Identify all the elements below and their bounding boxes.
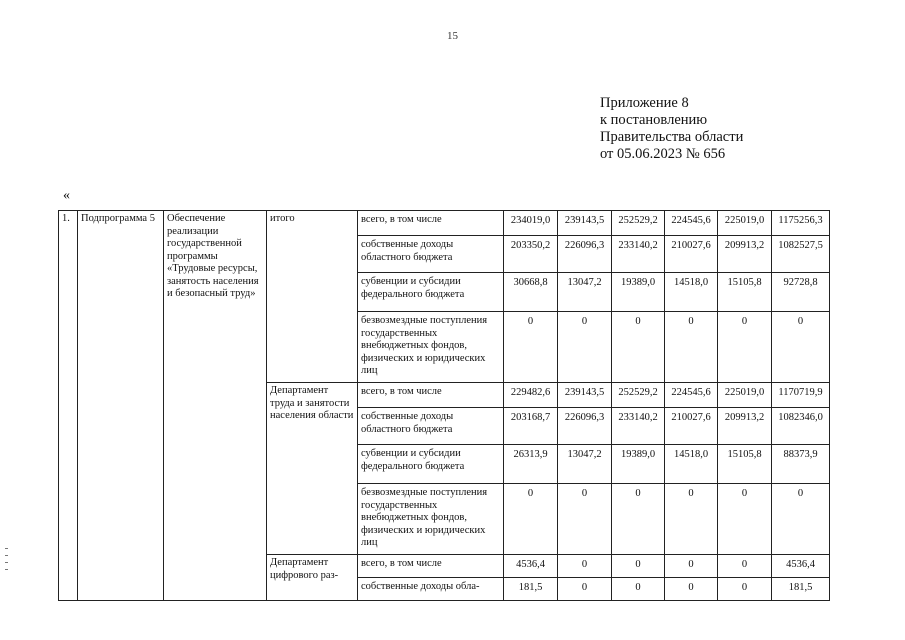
value-cell: 0 <box>665 578 718 601</box>
value-cell: 0 <box>558 555 612 578</box>
executor-cell: Департамент труда и занятости населения области <box>267 383 358 555</box>
value-cell: 224545,6 <box>665 211 718 236</box>
value-cell: 0 <box>612 312 665 383</box>
item-number-cell: 1. <box>59 211 78 601</box>
value-cell: 239143,5 <box>558 383 612 408</box>
value-cell: 15105,8 <box>718 273 772 312</box>
value-cell: 225019,0 <box>718 383 772 408</box>
value-cell: 225019,0 <box>718 211 772 236</box>
subprogram-cell: Подпрограмма 5 <box>78 211 164 601</box>
value-cell: 15105,8 <box>718 445 772 484</box>
appendix-line-4: от 05.06.2023 № 656 <box>600 146 726 162</box>
value-cell: 0 <box>665 312 718 383</box>
value-cell: 14518,0 <box>665 273 718 312</box>
total-value-cell: 181,5 <box>772 578 830 601</box>
value-cell: 224545,6 <box>665 383 718 408</box>
total-value-cell: 1082346,0 <box>772 408 830 445</box>
funding-source-label: собственные доходы обла- <box>358 578 504 601</box>
total-value-cell: 92728,8 <box>772 273 830 312</box>
funding-source-label: собственные доходы областного бюджета <box>358 408 504 445</box>
value-cell: 0 <box>612 555 665 578</box>
value-cell: 0 <box>718 484 772 555</box>
funding-source-label: субвенции и субсидии федерального бюджета <box>358 273 504 312</box>
value-cell: 234019,0 <box>504 211 558 236</box>
total-value-cell: 1082527,5 <box>772 236 830 273</box>
value-cell: 203168,7 <box>504 408 558 445</box>
value-cell: 0 <box>558 578 612 601</box>
value-cell: 13047,2 <box>558 273 612 312</box>
table-row <box>59 211 830 236</box>
appendix-line-3: Правительства области <box>600 129 744 145</box>
value-cell: 181,5 <box>504 578 558 601</box>
page-number: 15 <box>447 30 458 42</box>
value-cell: 210027,6 <box>665 236 718 273</box>
funding-source-label: безвозмездные поступления государственных внебюджетных фондов, физических и юридических лиц <box>358 312 504 383</box>
total-value-cell: 0 <box>772 312 830 383</box>
value-cell: 210027,6 <box>665 408 718 445</box>
value-cell: 0 <box>718 578 772 601</box>
value-cell: 0 <box>558 484 612 555</box>
value-cell: 226096,3 <box>558 236 612 273</box>
value-cell: 239143,5 <box>558 211 612 236</box>
funding-source-label: субвенции и субсидии федерального бюджета <box>358 445 504 484</box>
total-value-cell: 1170719,9 <box>772 383 830 408</box>
total-value-cell: 4536,4 <box>772 555 830 578</box>
value-cell: 19389,0 <box>612 273 665 312</box>
subprogram-purpose-cell: Обеспечение реализации государственной программы «Трудовые ресурсы, занятость населения и безопасный труд» <box>164 211 267 601</box>
funding-source-label: собственные доходы областного бюджета <box>358 236 504 273</box>
margin-tick-marks <box>5 548 9 576</box>
funding-source-label: безвозмездные поступления государственных внебюджетных фондов, физических и юридических лиц <box>358 484 504 555</box>
value-cell: 13047,2 <box>558 445 612 484</box>
total-value-cell: 88373,9 <box>772 445 830 484</box>
total-value-cell: 0 <box>772 484 830 555</box>
funding-source-label: всего, в том числе <box>358 211 504 236</box>
value-cell: 0 <box>665 555 718 578</box>
value-cell: 0 <box>718 312 772 383</box>
value-cell: 252529,2 <box>612 211 665 236</box>
value-cell: 19389,0 <box>612 445 665 484</box>
appendix-header <box>600 95 743 163</box>
value-cell: 26313,9 <box>504 445 558 484</box>
value-cell: 30668,8 <box>504 273 558 312</box>
value-cell: 203350,2 <box>504 236 558 273</box>
executor-cell: Департамент цифрового раз- <box>267 555 358 601</box>
funding-source-label: всего, в том числе <box>358 383 504 408</box>
value-cell: 252529,2 <box>612 383 665 408</box>
value-cell: 229482,6 <box>504 383 558 408</box>
value-cell: 226096,3 <box>558 408 612 445</box>
value-cell: 4536,4 <box>504 555 558 578</box>
value-cell: 209913,2 <box>718 236 772 273</box>
value-cell: 0 <box>612 578 665 601</box>
value-cell: 0 <box>558 312 612 383</box>
funding-source-label: всего, в том числе <box>358 555 504 578</box>
appendix-line-1: Приложение 8 <box>600 95 689 111</box>
value-cell: 209913,2 <box>718 408 772 445</box>
value-cell: 233140,2 <box>612 408 665 445</box>
value-cell: 0 <box>504 484 558 555</box>
value-cell: 0 <box>718 555 772 578</box>
appendix-line-2: к постановлению <box>600 112 708 128</box>
value-cell: 0 <box>612 484 665 555</box>
total-value-cell: 1175256,3 <box>772 211 830 236</box>
value-cell: 14518,0 <box>665 445 718 484</box>
value-cell: 233140,2 <box>612 236 665 273</box>
value-cell: 0 <box>504 312 558 383</box>
budget-table <box>58 210 830 601</box>
opening-quote: « <box>63 188 70 203</box>
value-cell: 0 <box>665 484 718 555</box>
executor-cell: итого <box>267 211 358 383</box>
